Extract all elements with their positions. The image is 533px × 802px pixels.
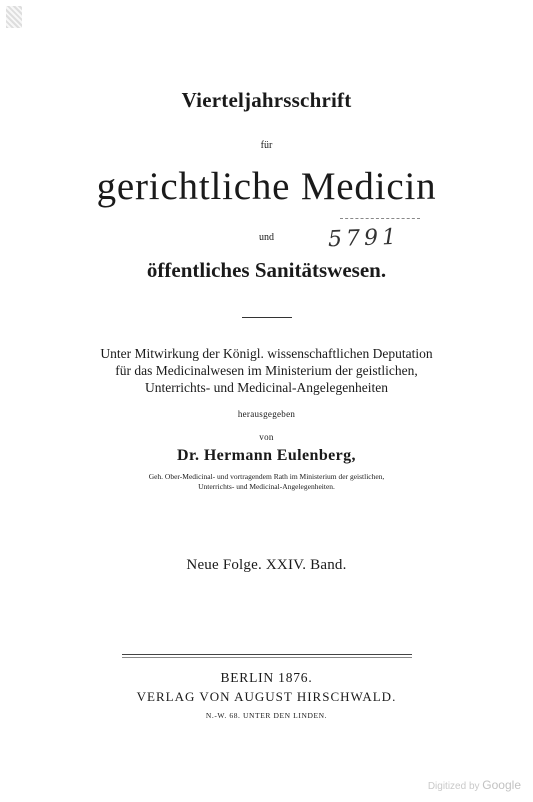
series-volume: Neue Folge. XXIV. Band. bbox=[186, 557, 347, 573]
imprint-city-year: BERLIN 1876. bbox=[220, 670, 313, 685]
handwritten-mark bbox=[340, 218, 420, 220]
collaboration-line3: Unterrichts- und Medicinal-Angelegenheiten bbox=[145, 380, 388, 395]
edited-by-label: herausgegeben bbox=[237, 409, 296, 419]
collaboration-line2: für das Medicinalwesen im Ministerium der geistlichen, bbox=[115, 363, 418, 378]
scan-artifact bbox=[6, 6, 22, 28]
imprint-publisher: VERLAG VON AUGUST HIRSCHWALD. bbox=[136, 689, 397, 704]
journal-title-und: und bbox=[259, 232, 274, 243]
journal-title-line1: Vierteljahrsschrift bbox=[181, 88, 352, 112]
collaboration-line1: Unter Mitwirkung der Königl. wissenschaftlichen Deputation bbox=[100, 346, 433, 361]
imprint-address: N.-W. 68. UNTER DEN LINDEN. bbox=[205, 711, 328, 720]
journal-title-sub: öffentliches Sanitätswesen. bbox=[146, 258, 387, 282]
watermark-prefix: Digitized by bbox=[427, 781, 480, 792]
editor-title-line2: Unterrichts- und Medicinal-Angelegenheiten. bbox=[198, 482, 335, 491]
handwritten-shelf-number: 5791 bbox=[327, 224, 401, 253]
divider-double bbox=[122, 654, 412, 658]
watermark-brand: Google bbox=[482, 778, 521, 792]
editor-name: Dr. Hermann Eulenberg, bbox=[177, 447, 356, 464]
editor-title-line1: Geh. Ober-Medicinal- und vortragendem Rath im Ministerium der geistlichen, bbox=[148, 472, 385, 481]
journal-title-fuer: für bbox=[260, 140, 273, 151]
von-label: von bbox=[259, 432, 274, 442]
divider-short bbox=[242, 317, 292, 318]
journal-title-main: gerichtliche Medicin bbox=[96, 165, 437, 208]
digitization-watermark bbox=[428, 778, 521, 792]
